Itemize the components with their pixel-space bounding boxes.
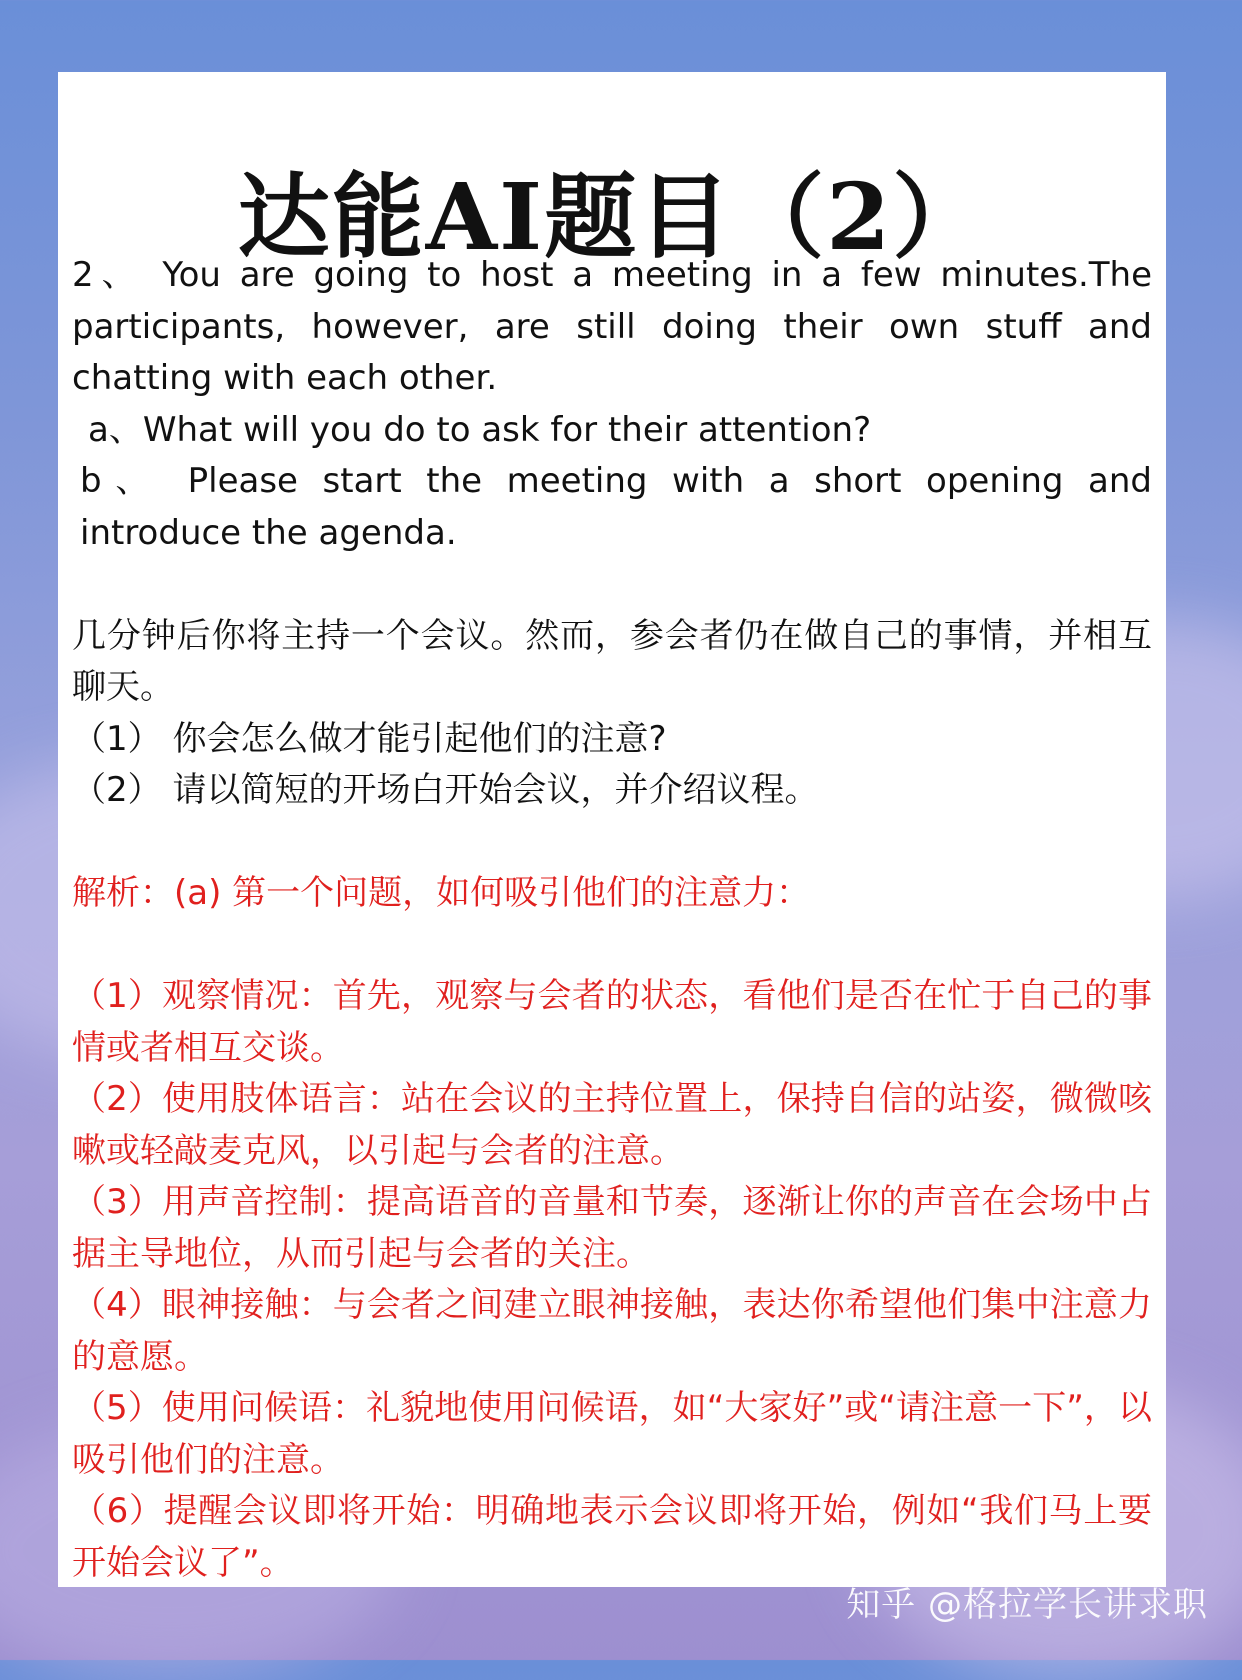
spacer: [72, 817, 1152, 869]
analysis-item: （2）使用肢体语言：站在会议的主持位置上，保持自信的站姿，微微咳嗽或轻敲麦克风，以引起与会者的注意。: [72, 1079, 1152, 1171]
content-card: [58, 72, 1166, 1587]
question-zh-1: （1） 你会怎么做才能引起他们的注意?: [72, 718, 667, 759]
question-zh-2: （2） 请以简短的开场白开始会议，并介绍议程。: [72, 770, 819, 810]
question-zh-intro: 几分钟后你将主持一个会议。然而，参会者仍在做自己的事情，并相互聊天。: [72, 615, 1152, 707]
analysis-item: （5）使用问候语：礼貌地使用问候语，如“大家好”或“请注意一下”，以吸引他们的注意。: [72, 1388, 1152, 1480]
analysis-item: （6）提醒会议即将开始：明确地表示会议即将开始，例如“我们马上要开始会议了”。: [72, 1491, 1152, 1583]
analysis-item: （4）眼神接触：与会者之间建立眼神接触，表达你希望他们集中注意力的意愿。: [72, 1285, 1152, 1377]
spacer: [72, 920, 1152, 972]
analysis-item: （3）用声音控制：提高语音的音量和节奏，逐渐让你的声音在会场中占据主导地位，从而引起与会者的关注。: [72, 1182, 1152, 1274]
body-text: [72, 250, 1152, 1589]
analysis-heading: 解析：(a) 第一个问题，如何吸引他们的注意力：: [72, 873, 811, 913]
watermark-text: 知乎 @格拉学长讲求职: [846, 1585, 1208, 1625]
analysis-item: （1）观察情况：首先，观察与会者的状态，看他们是否在忙于自己的事情或者相互交谈。: [72, 976, 1152, 1068]
question-en-b: b、 Please start the meeting with a short opening and introduce the agenda.: [80, 461, 1152, 553]
question-en-a: a、What will you do to ask for their attention?: [88, 409, 872, 450]
page-title: 达能AI题目（2）: [237, 163, 987, 271]
spacer: [72, 559, 1152, 611]
question-en-intro: 2、 You are going to host a meeting in a few minutes.The participants, however, are still doing their own stuff and chatting with each other.: [72, 255, 1152, 398]
